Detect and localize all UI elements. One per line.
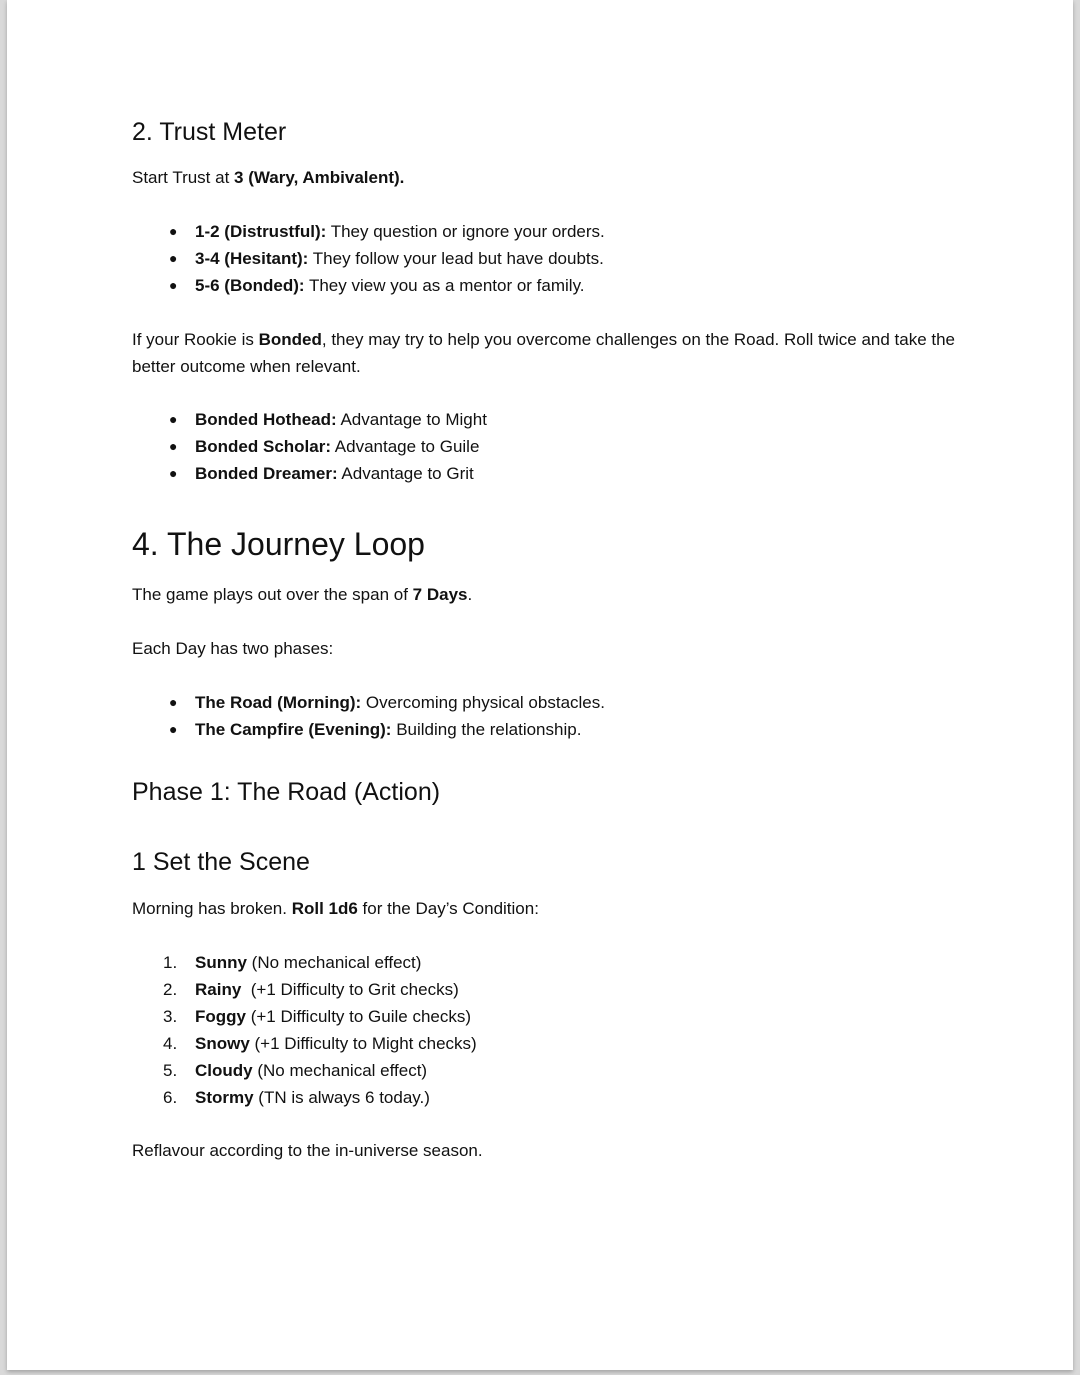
bullet-icon: ● xyxy=(169,438,178,454)
list-item xyxy=(132,460,487,487)
set-scene-heading: 1 Set the Scene xyxy=(132,848,310,876)
para-bold: 7 Days xyxy=(412,585,468,604)
bonded-paragraph xyxy=(132,326,962,380)
trust-start-value: 3 (Wary, Ambivalent). xyxy=(234,168,405,187)
span-paragraph xyxy=(132,581,962,608)
item-text: They question or ignore your orders. xyxy=(326,222,605,241)
para-text: The game plays out over the span of xyxy=(132,585,413,604)
item-number: 3. xyxy=(163,1007,178,1026)
trust-levels-list xyxy=(132,218,605,299)
reflavour-paragraph: Reflavour according to the in-universe season. xyxy=(132,1141,483,1160)
item-label: The Campfire (Evening): xyxy=(195,720,392,739)
item-text: They view you as a mentor or family. xyxy=(304,276,585,295)
item-text: (No mechanical effect) xyxy=(252,1061,428,1080)
item-text: Building the relationship. xyxy=(391,720,582,739)
list-item xyxy=(132,433,487,460)
item-number: 5. xyxy=(163,1061,178,1080)
bullet-icon: ● xyxy=(169,721,178,737)
conditions-list xyxy=(132,949,477,1111)
list-item xyxy=(132,272,605,299)
trust-start-paragraph xyxy=(132,164,962,191)
list-item xyxy=(132,1003,477,1030)
item-label: Bonded Scholar: xyxy=(195,437,332,456)
bullet-icon: ● xyxy=(169,465,178,481)
para-text: for the Day’s Condition: xyxy=(357,899,539,918)
bullet-icon: ● xyxy=(169,411,178,427)
list-item xyxy=(132,1030,477,1057)
item-label: Rainy xyxy=(195,980,242,999)
para-text: If your Rookie is xyxy=(132,330,259,349)
item-number: 4. xyxy=(163,1034,178,1053)
item-label: Snowy xyxy=(195,1034,250,1053)
item-text: They follow your lead but have doubts. xyxy=(308,249,604,268)
list-item xyxy=(132,245,605,272)
bullet-icon: ● xyxy=(169,250,178,266)
item-text: (+1 Difficulty to Guile checks) xyxy=(246,1007,472,1026)
document-page xyxy=(7,0,1073,1370)
para-text: . xyxy=(467,585,473,604)
item-text: Advantage to Guile xyxy=(331,437,480,456)
list-item xyxy=(132,716,605,743)
para-bold: Bonded xyxy=(258,330,322,349)
item-label: Cloudy xyxy=(195,1061,253,1080)
item-number: 2. xyxy=(163,980,178,999)
list-item xyxy=(132,949,477,976)
list-item xyxy=(132,1057,477,1084)
item-text: (TN is always 6 today.) xyxy=(253,1088,430,1107)
trust-meter-heading: 2. Trust Meter xyxy=(132,118,287,146)
item-label: Bonded Dreamer: xyxy=(195,464,338,483)
journey-loop-heading: 4. The Journey Loop xyxy=(132,526,425,562)
item-label: 1-2 (Distrustful): xyxy=(195,222,327,241)
list-item xyxy=(132,218,605,245)
list-item xyxy=(132,406,487,433)
item-number: 6. xyxy=(163,1088,178,1107)
item-label: 5-6 (Bonded): xyxy=(195,276,305,295)
item-text: Overcoming physical obstacles. xyxy=(361,693,605,712)
para-text: , they may try to help you overcome challenges on the Road. Roll twice and take the better outcome when relevant. xyxy=(132,330,956,376)
item-text: (+1 Difficulty to Might checks) xyxy=(249,1034,477,1053)
item-label: Foggy xyxy=(195,1007,246,1026)
item-text: (+1 Difficulty to Grit checks) xyxy=(241,980,459,999)
bullet-icon: ● xyxy=(169,223,178,239)
item-label: Bonded Hothead: xyxy=(195,410,337,429)
list-item xyxy=(132,1084,477,1111)
bullet-icon: ● xyxy=(169,277,178,293)
item-label: 3-4 (Hesitant): xyxy=(195,249,309,268)
item-label: The Road (Morning): xyxy=(195,693,362,712)
list-item xyxy=(132,976,477,1003)
bonded-types-list xyxy=(132,406,487,487)
para-text: Morning has broken. xyxy=(132,899,292,918)
phase1-heading: Phase 1: The Road (Action) xyxy=(132,778,441,806)
phases-intro: Each Day has two phases: xyxy=(132,639,334,658)
item-text: Advantage to Grit xyxy=(337,464,474,483)
item-text: (No mechanical effect) xyxy=(246,953,422,972)
item-label: Sunny xyxy=(195,953,247,972)
trust-start-text: Start Trust at xyxy=(132,168,235,187)
item-label: Stormy xyxy=(195,1088,254,1107)
bullet-icon: ● xyxy=(169,694,178,710)
phases-list xyxy=(132,689,605,743)
para-bold: Roll 1d6 xyxy=(291,899,358,918)
item-text: Advantage to Might xyxy=(336,410,487,429)
roll-paragraph xyxy=(132,895,962,922)
item-number: 1. xyxy=(163,953,178,972)
list-item xyxy=(132,689,605,716)
